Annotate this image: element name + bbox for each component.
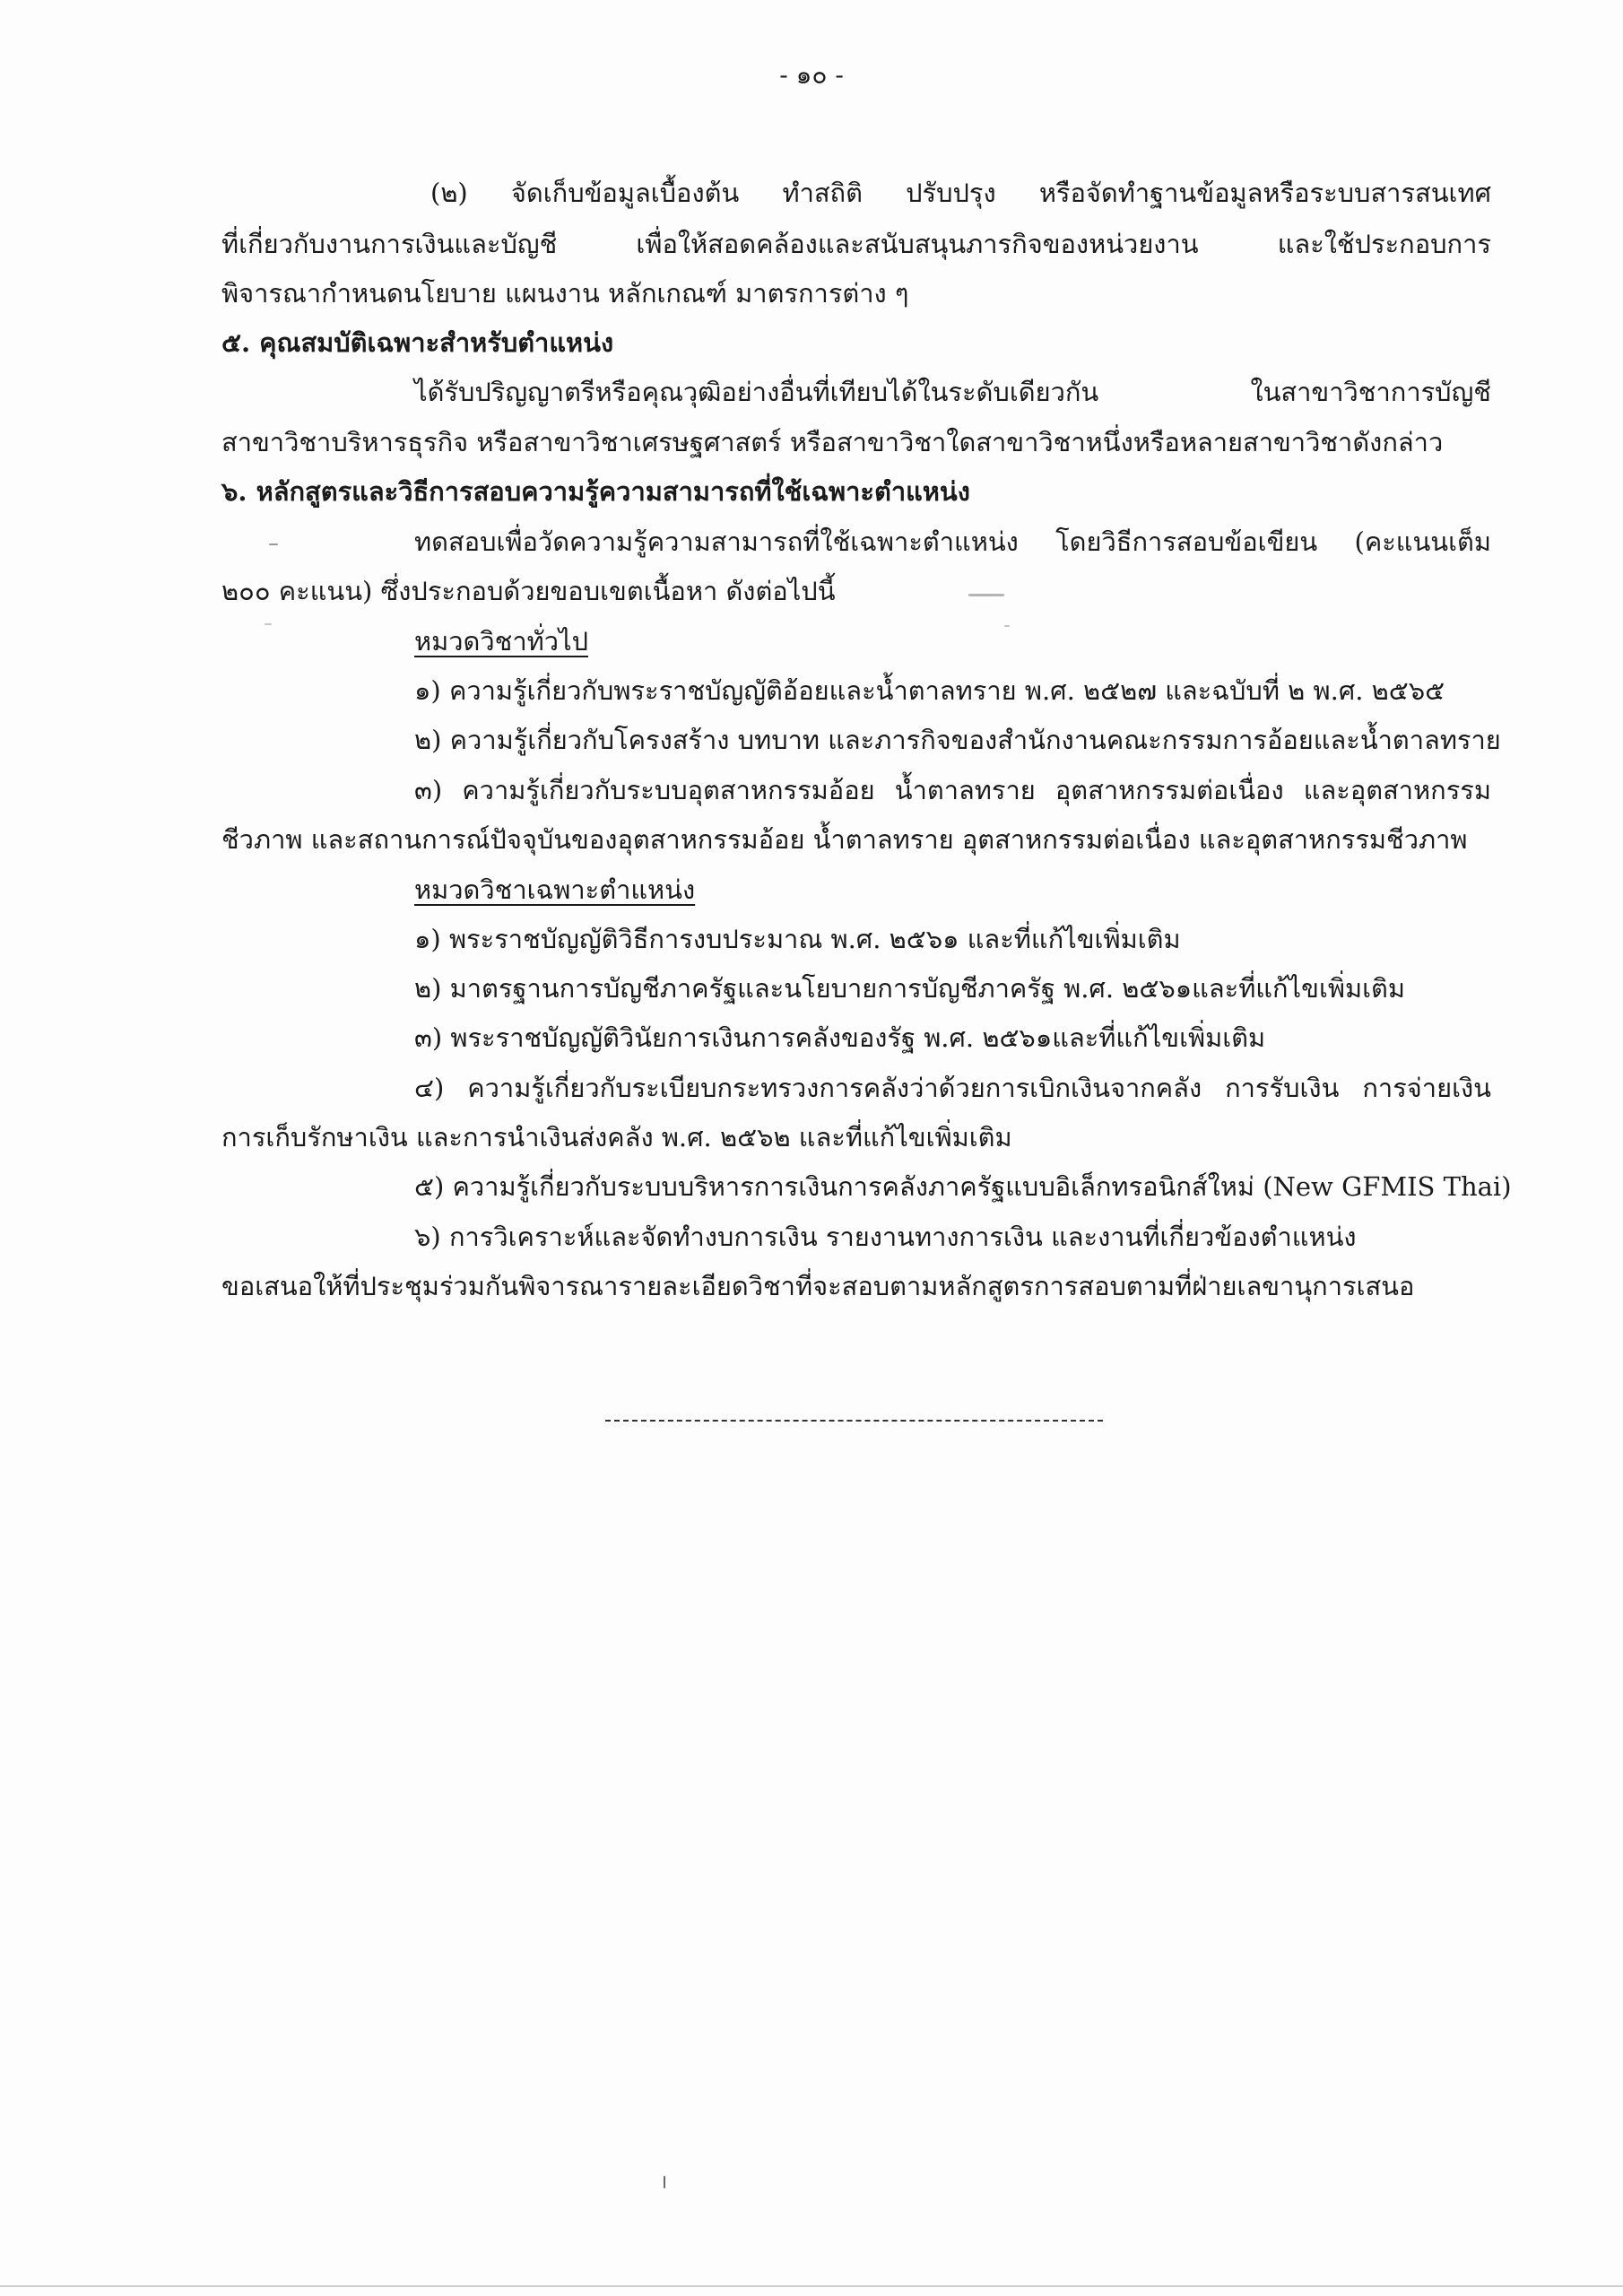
general-subjects-heading: หมวดวิชาทั่วไป <box>414 626 588 657</box>
general-item-3-line-1: ๓) ความรู้เกี่ยวกับระบบอุตสาหกรรมอ้อย น้ำตาลทราย อุตสาหกรรมต่อเนื่อง และอุตสาหกรรม <box>414 775 1491 805</box>
section-6-heading: ๖. หลักสูตรและวิธีการสอบความรู้ความสามารถที่ใช้เฉพาะตำแหน่ง <box>221 476 970 507</box>
closing-dashed-rule <box>605 1420 1103 1422</box>
general-item-3-line-2: ชีวภาพ และสถานการณ์ปัจจุบันของอุตสาหกรรมอ้อย น้ำตาลทราย อุตสาหกรรมต่อเนื่อง และอุตสาหกรรมชีวภาพ <box>221 824 1468 855</box>
specific-item-6: ๖) การวิเคราะห์และจัดทำงบการเงิน รายงานทางการเงิน และงานที่เกี่ยวข้องตำแหน่ง <box>414 1222 1357 1252</box>
specific-subjects-heading: หมวดวิชาเฉพาะตำแหน่ง <box>414 874 696 905</box>
specific-item-4-line-1: ๔) ความรู้เกี่ยวกับระเบียบกระทรวงการคลังว่าด้วยการเบิกเงินจากคลัง การรับเงิน การจ่ายเงิน <box>414 1073 1491 1103</box>
scan-bottom-edge <box>0 2285 1623 2287</box>
specific-item-5: ๕) ความรู้เกี่ยวกับระบบบริหารการเงินการคลังภาครัฐแบบอิเล็กทรอนิกส์ใหม่ (New GFMIS Thai) <box>414 1171 1512 1202</box>
scan-speck <box>265 623 272 625</box>
section-6-line-2: ๒๐๐ คะแนน) ซึ่งประกอบด้วยขอบเขตเนื้อหา ดังต่อไปนี้ <box>221 576 836 606</box>
closing-proposal: ขอเสนอให้ที่ประชุมร่วมกันพิจารณารายละเอียดวิชาที่จะสอบตามหลักสูตรการสอบตามที่ฝ่ายเลขานุการเสนอ <box>221 1271 1415 1301</box>
scan-speck <box>664 2176 665 2188</box>
scan-speck <box>1004 625 1010 627</box>
page-number: - ๑๐ - <box>779 60 844 90</box>
section-6-line-1: ทดสอบเพื่อวัดความรู้ความสามารถที่ใช้เฉพาะตำแหน่ง โดยวิธีการสอบข้อเขียน (คะแนนเต็ม <box>414 526 1491 557</box>
general-item-2: ๒) ความรู้เกี่ยวกับโครงสร้าง บทบาท และภารกิจของสำนักงานคณะกรรมการอ้อยและน้ำตาลทราย <box>414 725 1501 755</box>
section-5-line-1: ได้รับปริญญาตรีหรือคุณวุฒิอย่างอื่นที่เทียบได้ในระดับเดียวกัน ในสาขาวิชาการบัญชี <box>414 377 1491 407</box>
para-2-line-2: ที่เกี่ยวกับงานการเงินและบัญชี เพื่อให้สอดคล้องและสนับสนุนภารกิจของหน่วยงาน และใช้ประกอบการ <box>221 229 1491 259</box>
para-2-line-3: พิจารณากำหนดนโยบาย แผนงาน หลักเกณฑ์ มาตรการต่าง ๆ <box>221 278 909 309</box>
specific-item-1: ๑) พระราชบัญญัติวิธีการงบประมาณ พ.ศ. ๒๕๖๑ และที่แก้ไขเพิ่มเติม <box>414 924 1181 954</box>
section-5-line-2: สาขาวิชาบริหารธุรกิจ หรือสาขาวิชาเศรษฐศาสตร์ หรือสาขาวิชาใดสาขาวิชาหนึ่งหรือหลายสาขาวิชาดังกล่าว <box>221 427 1444 457</box>
general-item-1: ๑) ความรู้เกี่ยวกับพระราชบัญญัติอ้อยและน้ำตาลทราย พ.ศ. ๒๕๒๗ และฉบับที่ ๒ พ.ศ. ๒๕๖๕ <box>414 675 1445 706</box>
specific-item-4-line-2: การเก็บรักษาเงิน และการนำเงินส่งคลัง พ.ศ. ๒๕๖๒ และที่แก้ไขเพิ่มเติม <box>221 1122 1012 1152</box>
specific-item-3: ๓) พระราชบัญญัติวินัยการเงินการคลังของรัฐ พ.ศ. ๒๕๖๑และที่แก้ไขเพิ่มเติม <box>414 1022 1266 1053</box>
section-5-heading: ๕. คุณสมบัติเฉพาะสำหรับตำแหน่ง <box>221 327 614 358</box>
scan-speck <box>269 544 278 545</box>
para-2-line-1: (๒) จัดเก็บข้อมูลเบื้องต้น ทำสถิติ ปรับปรุง หรือจัดทำฐานข้อมูลหรือระบบสารสนเทศ <box>430 178 1491 208</box>
scan-speck <box>968 594 1004 596</box>
specific-item-2: ๒) มาตรฐานการบัญชีภาครัฐและนโยบายการบัญชีภาครัฐ พ.ศ. ๒๕๖๑และที่แก้ไขเพิ่มเติม <box>414 973 1405 1004</box>
